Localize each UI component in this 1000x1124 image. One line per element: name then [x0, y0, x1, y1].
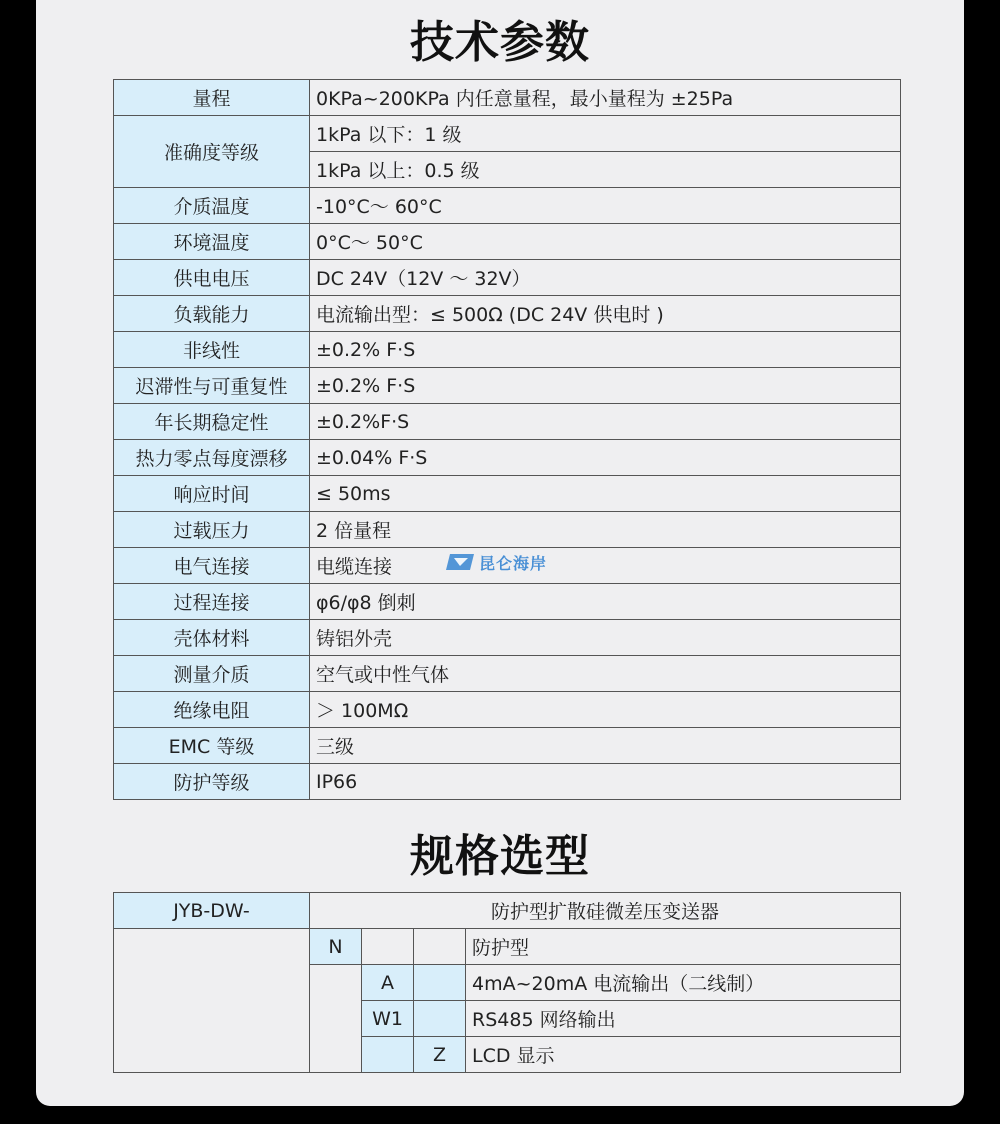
- spec-desc-a: 4mA~20mA 电流输出（二线制）: [466, 965, 901, 1001]
- param-value: 三级: [310, 728, 901, 764]
- param-row: [114, 296, 901, 332]
- spec-header-row: [114, 893, 901, 929]
- param-value: ±0.2% F·S: [310, 368, 901, 404]
- param-value: φ6/φ8 倒刺: [310, 584, 901, 620]
- param-value: 电流输出型：≤ 500Ω (DC 24V 供电时 ): [310, 296, 901, 332]
- param-row: [114, 620, 901, 656]
- spec-desc-n: 防护型: [466, 929, 901, 965]
- param-value: 1kPa 以上：0.5 级: [310, 152, 901, 188]
- param-value: ±0.2%F·S: [310, 404, 901, 440]
- param-label: 绝缘电阻: [114, 692, 310, 728]
- param-value: 电缆连接: [310, 548, 901, 584]
- param-row: [114, 476, 901, 512]
- param-label: 非线性: [114, 332, 310, 368]
- param-row: [114, 728, 901, 764]
- spec-empty-cell: [362, 1037, 414, 1073]
- param-label: 供电电压: [114, 260, 310, 296]
- spec-empty-cell: [414, 929, 466, 965]
- logo-mark-icon: [444, 552, 476, 572]
- param-row: [114, 656, 901, 692]
- param-value: DC 24V（12V ～ 32V）: [310, 260, 901, 296]
- param-row: [114, 692, 901, 728]
- param-row: [114, 512, 901, 548]
- param-label: 量程: [114, 80, 310, 116]
- param-label: 环境温度: [114, 224, 310, 260]
- spec-row-n: [114, 929, 901, 965]
- tech-params-table: [113, 79, 901, 800]
- param-label: 响应时间: [114, 476, 310, 512]
- section-title-tech-params: 技术参数: [410, 17, 590, 68]
- spec-code-n: N: [310, 929, 362, 965]
- param-row: [114, 80, 901, 116]
- logo-name: 昆仑海岸: [479, 553, 548, 573]
- watermark-logo: [444, 552, 547, 572]
- section-title-spec: 规格选型: [410, 831, 590, 882]
- param-value: 空气或中性气体: [310, 656, 901, 692]
- spec-code-w1: W1: [362, 1001, 414, 1037]
- param-row: [114, 224, 901, 260]
- spec-empty-cell: [414, 1001, 466, 1037]
- param-label: 迟滞性与可重复性: [114, 368, 310, 404]
- param-value: 0°C～ 50°C: [310, 224, 901, 260]
- param-row: [114, 440, 901, 476]
- spec-empty-cell: [362, 929, 414, 965]
- param-value: -10°C～ 60°C: [310, 188, 901, 224]
- param-row: [114, 332, 901, 368]
- param-label: 年长期稳定性: [114, 404, 310, 440]
- param-value: IP66: [310, 764, 901, 800]
- param-label: 过程连接: [114, 584, 310, 620]
- param-row: [114, 404, 901, 440]
- spec-desc-w1: RS485 网络输出: [466, 1001, 901, 1037]
- spec-selection-table: [113, 892, 901, 1073]
- param-label: 壳体材料: [114, 620, 310, 656]
- param-row: [114, 368, 901, 404]
- param-label: 测量介质: [114, 656, 310, 692]
- param-value: 0KPa~200KPa 内任意量程，最小量程为 ±25Pa: [310, 80, 901, 116]
- spec-empty-cell: [310, 965, 362, 1073]
- param-label: 过载压力: [114, 512, 310, 548]
- param-row: [114, 260, 901, 296]
- param-value: ≤ 50ms: [310, 476, 901, 512]
- param-label: 热力零点每度漂移: [114, 440, 310, 476]
- param-value: ±0.2% F·S: [310, 332, 901, 368]
- param-row: [114, 584, 901, 620]
- param-label: 防护等级: [114, 764, 310, 800]
- param-row: [114, 764, 901, 800]
- param-value: ±0.04% F·S: [310, 440, 901, 476]
- param-row: [114, 116, 901, 152]
- param-value: 2 倍量程: [310, 512, 901, 548]
- spec-desc-z: LCD 显示: [466, 1037, 901, 1073]
- param-value: 铸铝外壳: [310, 620, 901, 656]
- param-label: 电气连接: [114, 548, 310, 584]
- param-label: EMC 等级: [114, 728, 310, 764]
- param-label: 负载能力: [114, 296, 310, 332]
- spec-blank-cell: [114, 929, 310, 1073]
- param-value: ＞ 100MΩ: [310, 692, 901, 728]
- spec-code-a: A: [362, 965, 414, 1001]
- spec-product-name: 防护型扩散硅微差压变送器: [310, 893, 901, 929]
- param-label: 准确度等级: [114, 116, 310, 188]
- param-value: 1kPa 以下：1 级: [310, 116, 901, 152]
- spec-code-z: Z: [414, 1037, 466, 1073]
- param-label: 介质温度: [114, 188, 310, 224]
- param-row: [114, 188, 901, 224]
- spec-model: JYB-DW-: [114, 893, 310, 929]
- spec-empty-cell: [414, 965, 466, 1001]
